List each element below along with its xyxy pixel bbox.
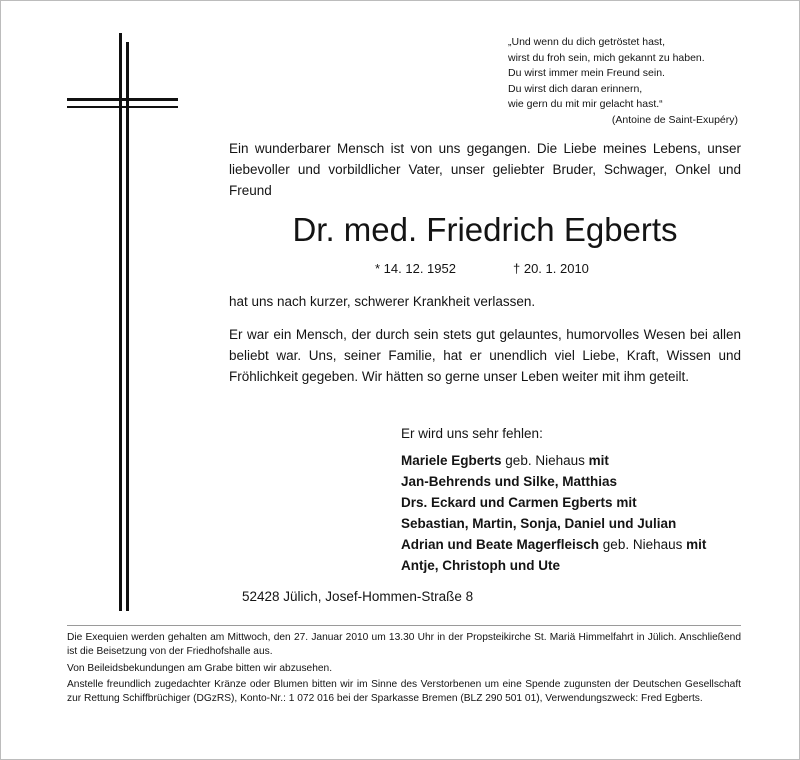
mourner-row: Sebastian, Martin, Sonja, Daniel und Julian [401,516,677,531]
death-date: † 20. 1. 2010 [513,261,589,276]
cross-horizontal-bar-inner [67,106,178,108]
mourners-list [401,423,741,576]
cross-horizontal-bar [67,98,178,101]
quote-line: „Und wenn du dich getröstet hast, [508,36,666,48]
mourner-note: geb. Niehaus [599,537,687,552]
mourner-row: Jan-Behrends und Silke, Matthias [401,474,618,489]
mourners-lead: Er wird uns sehr fehlen: [401,426,543,441]
tribute-text: Er war ein Mensch, der durch sein stets gut gelauntes, humorvolles Wesen bei allen beliebt war. Uns, seiner Familie, hat er unendlich viel Liebe, Kraft, Wissen und Fröhlichkeit gegeben. Wir hätten so gerne unser Leben weiter mit ihm geteilt. [229,327,741,384]
mourner-row [401,534,741,555]
passage-text: hat uns nach kurzer, schwerer Krankheit verlassen. [229,294,536,309]
quote-author: (Antoine de Saint-Exupéry) [611,113,738,126]
condolences-note: Von Beileidsbekundungen am Grabe bitten wir abzusehen. [67,662,333,674]
quote-line: wie gern du mit mir gelacht hast.“ [508,98,663,110]
cross-vertical-bar-inner [126,42,129,611]
mourner-name: Adrian und Beate Magerfleisch [401,537,600,552]
quote-line: Du wirst immer mein Freund sein. [508,67,665,79]
quote-block [508,35,738,128]
intro-text: Ein wunderbarer Mensch ist von uns gegangen. Die Liebe meines Lebens, unser liebevoller und vorbildlicher Vater, unser geliebter Bruder, Schwager, Onkel und Freund [229,141,741,198]
birth-date: * 14. 12. 1952 [375,261,456,276]
mourner-row [401,450,741,471]
mourner-note: geb. Niehaus [501,453,589,468]
divider [67,625,741,626]
family-address: 52428 Jülich, Josef-Hommen-Straße 8 [242,589,474,604]
mourner-connector: mit [588,453,609,468]
cross-vertical-bar [119,33,122,611]
mourner-row: Drs. Eckard und Carmen Egberts mit [401,495,637,510]
deceased-name: Dr. med. Friedrich Egberts [292,211,678,248]
mourner-connector: mit [686,537,707,552]
service-notes [67,631,741,708]
mourner-name: Mariele Egberts [401,453,502,468]
mourner-row: Antje, Christoph und Ute [401,558,560,573]
quote-line: Du wirst dich daran erinnern, [508,82,643,95]
donation-note: Anstelle freundlich zugedachter Kränze oder Blumen bitten wir im Sinne des Verstorbenen um eine Spende zugunsten der Deutschen Gesellschaft zur Rettung Schiffbrüchiger (DGzRS), Konto-Nr.: 1 072 016 bei der Sparkasse Bremen (BLZ 290 501 01), Verwendungszweck: Fred Egberts. [67,678,741,705]
quote-line: wirst du froh sein, mich gekannt zu haben. [508,51,705,64]
exequies-note: Die Exequien werden gehalten am Mittwoch, den 27. Januar 2010 um 13.30 Uhr in der Propsteikirche St. Mariä Himmelfahrt in Jülich. Anschließend ist die Beisetzung von der Friedhofshalle aus. [67,632,741,658]
